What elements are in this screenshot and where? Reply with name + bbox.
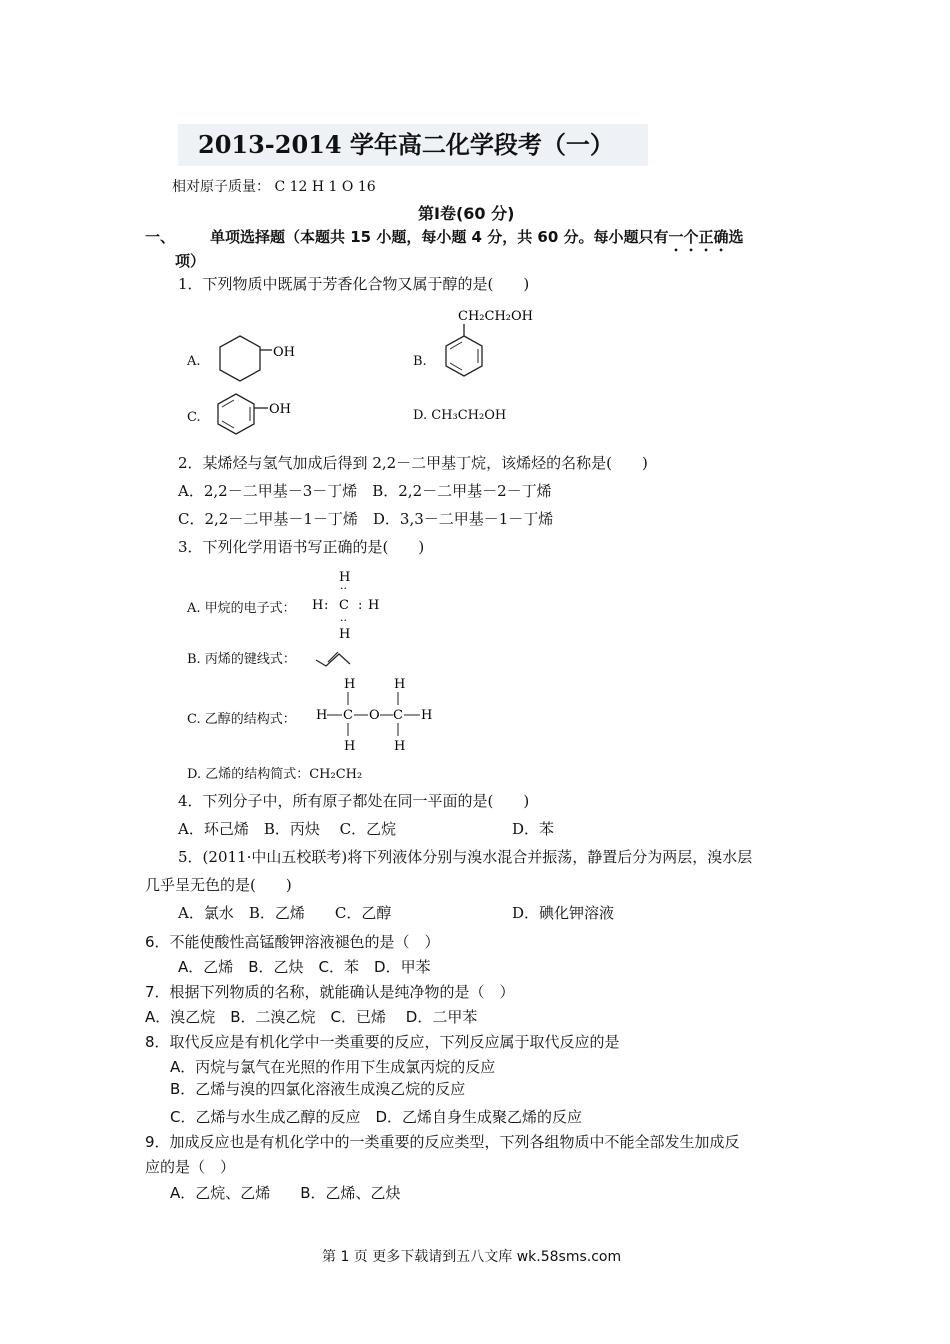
atom-c: C (339, 598, 349, 613)
q8-option-b: B．乙烯与溴的四氯化溶液生成溴乙烷的反应 (170, 1080, 466, 1098)
q5-stem-line2: 几乎呈无色的是( ) (145, 876, 292, 894)
q6-stem: 6．不能使酸性高锰酸钾溶液褪色的是（ ） (145, 933, 440, 951)
q6-options: A．乙烯 B．乙炔 C．苯 D．甲苯 (178, 958, 431, 976)
page-footer: 第 1 页 更多下载请到五八文库 wk.58sms.com (322, 1249, 622, 1265)
q5-options: A．氯水 B．乙烯 C．乙醇 (178, 904, 392, 922)
part-instruction-line2: 项） (175, 252, 206, 270)
h3: H (316, 708, 328, 723)
instruction-emphasis: 一个正确 (668, 228, 729, 246)
atomic-mass-line: 相对原子质量： C 12 H 1 O 16 (172, 179, 376, 195)
q3-option-d: D. 乙烯的结构简式：CH₂CH₂ (187, 767, 363, 782)
part-number: 一、 (145, 228, 176, 246)
q3-stem: 3．下列化学用语书写正确的是( ) (178, 538, 425, 556)
q2-options-line1: A．2,2－二甲基－3－丁烯 B．2,2－二甲基－2－丁烯 (178, 482, 552, 500)
q9-stem: 9．加成反应也是有机化学中的一类重要的反应类型，下列各组物质中不能全部发生加成反 (145, 1133, 740, 1151)
instruction-start: 单项选择题（本题共 15 小题，每小题 4 分，共 60 分。每小题只有 (210, 228, 669, 246)
cyclohexanol-structure (212, 330, 312, 386)
q4-options: A．环己烯 B．丙炔 C．乙烷 (178, 820, 397, 838)
atom-h-top: H (339, 570, 351, 585)
phenylethanol-structure (436, 302, 566, 390)
q1-c-oh: OH (269, 402, 291, 417)
atom-h-bottom: H (339, 627, 351, 642)
c2: C (393, 708, 403, 723)
ethanol-structural-formula (310, 672, 440, 756)
q8-option-a: A．丙烷与氯气在光照的作用下生成氯丙烷的反应 (170, 1058, 496, 1076)
phenol-structure (212, 390, 312, 442)
h6: H (394, 739, 406, 754)
q9-options: A．乙烷、乙烯 B．乙烯、乙炔 (170, 1184, 401, 1202)
q3-option-b-label: B. 丙烯的键线式： (187, 652, 296, 667)
dots-bottom: ·· (340, 614, 347, 627)
h2: H (394, 677, 406, 692)
q3-option-c-label: C. 乙醇的结构式： (187, 712, 296, 727)
o1: O (369, 708, 380, 723)
q7-stem: 7．根据下列物质的名称，就能确认是纯净物的是（ ） (145, 983, 515, 1001)
dots-top: ·· (340, 582, 347, 595)
q1-option-b-label: B. (413, 354, 427, 369)
section-heading: 第Ⅰ卷(60 分) (418, 204, 515, 223)
q7-options: A．溴乙烷 B．二溴乙烷 C．已烯 D．二甲苯 (145, 1008, 478, 1026)
colon-left: : (324, 598, 329, 613)
propene-skeletal-formula (313, 650, 353, 668)
h5: H (344, 739, 356, 754)
q1-option-a-label: A. (187, 354, 201, 369)
atom-h-right: H (368, 598, 380, 613)
part-instruction (210, 226, 744, 255)
q1-stem: 1．下列物质中既属于芳香化合物又属于醇的是( ) (178, 275, 530, 293)
colon-right: : (358, 598, 363, 613)
instruction-end: 选 (728, 228, 744, 246)
atom-h-left: H (312, 598, 324, 613)
q2-options-line2: C．2,2－二甲基－1－丁烯 D．3,3－二甲基－1－丁烯 (178, 510, 554, 528)
q1-option-c-label: C. (187, 410, 201, 425)
q3-option-a-label: A. 甲烷的电子式： (187, 601, 296, 616)
q1-option-d: D. CH₃CH₂OH (413, 408, 507, 423)
q1-b-group: CH₂CH₂OH (458, 309, 533, 324)
q1-a-oh: OH (273, 345, 295, 360)
h1: H (344, 677, 356, 692)
q9-stem-line2: 应的是（ ） (145, 1158, 236, 1176)
q4-option-d: D．苯 (512, 820, 555, 838)
q2-stem: 2．某烯烃与氢气加成后得到 2,2－二甲基丁烷，该烯烃的名称是( ) (178, 454, 648, 472)
q8-option-cd: C．乙烯与水生成乙醇的反应 D．乙烯自身生成聚乙烯的反应 (170, 1108, 583, 1126)
q5-option-d: D．碘化钾溶液 (512, 904, 615, 922)
c1: C (343, 708, 353, 723)
h4: H (421, 708, 433, 723)
q5-stem: 5．(2011·中山五校联考)将下列液体分别与溴水混合并振荡，静置后分为两层，溴水层 (178, 848, 753, 866)
q8-stem: 8．取代反应是有机化学中一类重要的反应，下列反应属于取代反应的是 (145, 1033, 620, 1051)
methane-electron-formula (306, 566, 396, 644)
q4-stem: 4．下列分子中，所有原子都处在同一平面的是( ) (178, 792, 530, 810)
page-title: 2013-2014 学年高二化学段考（一） (178, 124, 648, 166)
